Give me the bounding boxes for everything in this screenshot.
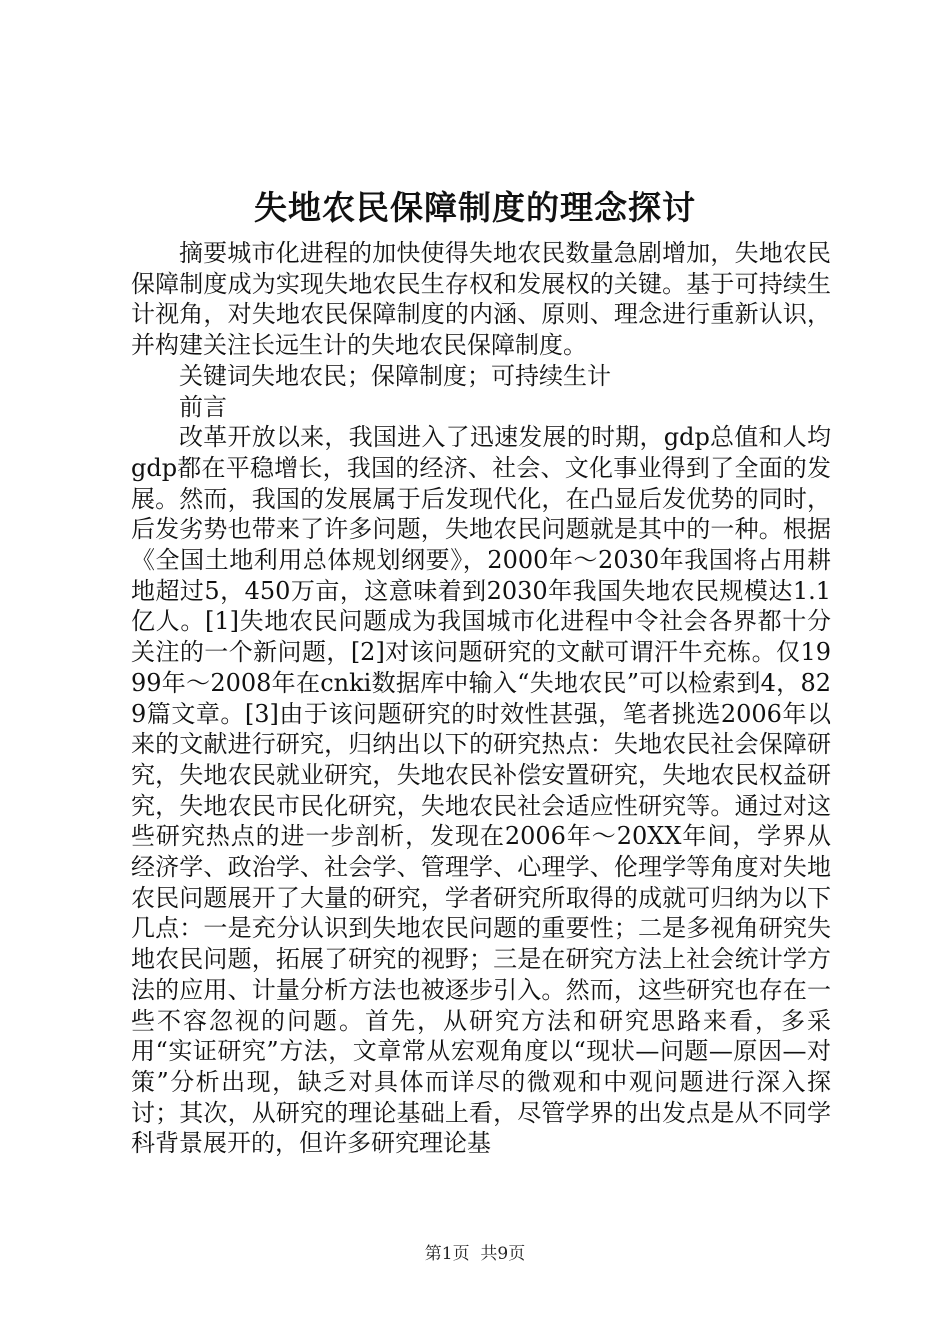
body-paragraph: 改革开放以来，我国进入了迅速发展的时期，gdp总值和人均gdp都在平稳增长，我国的经济、社会、文化事业得到了全面的发展。然而，我国的发展属于后发现代化，在凸显后发优势的同时，后发劣势也带来了许多问题，失地农民问题就是其中的一种。根据《全国土地利用总体规划纲要》，2000年～2030年我国将占用耕地超过5，450万亩，这意味着到2030年我国失地农民规模达1.1亿人。[1]失地农民问题成为我国城市化进程中令社会各界都十分关注的一个新问题，[2]对该问题研究的文献可谓汗牛充栋。仅1999年～2008年在cnki数据库中输入“失地农民”可以检索到4，829篇文章。[3]由于该问题研究的时效性甚强，笔者挑选2006年以来的文献进行研究，归纳出以下的研究热点：失地农民社会保障研究，失地农民就业研究，失地农民补偿安置研究，失地农民权益研究，失地农民市民化研究，失地农民社会适应性研究等。通过对这些研究热点的进一步剖析，发现在2006年～20XX年间，学界从经济学、政治学、社会学、管理学、心理学、伦理学等角度对失地农民问题展开了大量的研究，学者研究所取得的成就可归纳为以下几点：一是充分认识到失地农民问题的重要性；二是多视角研究失地农民问题，拓展了研究的视野；三是在研究方法上社会统计学方法的应用、计量分析方法也被逐步引入。然而，这些研究也存在一些不容忽视的问题。首先，从研究方法和研究思路来看，多采用“实证研究”方法，文章常从宏观角度以“现状—问题—原因—对策”分析出现，缺乏对具体而详尽的微观和中观问题进行深入探讨；其次，从研究的理论基础上看，尽管学界的出发点是从不同学科背景展开的，但许多研究理论基 — [131, 423, 831, 1158]
document-body — [131, 238, 831, 1159]
page-footer — [0, 1243, 950, 1265]
page-number-label: 第1页 共9页 — [424, 1244, 526, 1264]
document-title: 失地农民保障制度的理念探讨 — [254, 188, 696, 227]
abstract-paragraph: 摘要城市化进程的加快使得失地农民数量急剧增加，失地农民保障制度成为实现失地农民生存权和发展权的关键。基于可持续生计视角，对失地农民保障制度的内涵、原则、理念进行重新认识，并构建关注长远生计的失地农民保障制度。 — [131, 239, 831, 360]
section-heading-preface: 前言 — [179, 392, 227, 421]
keywords-paragraph: 关键词失地农民；保障制度；可持续生计 — [179, 361, 611, 390]
